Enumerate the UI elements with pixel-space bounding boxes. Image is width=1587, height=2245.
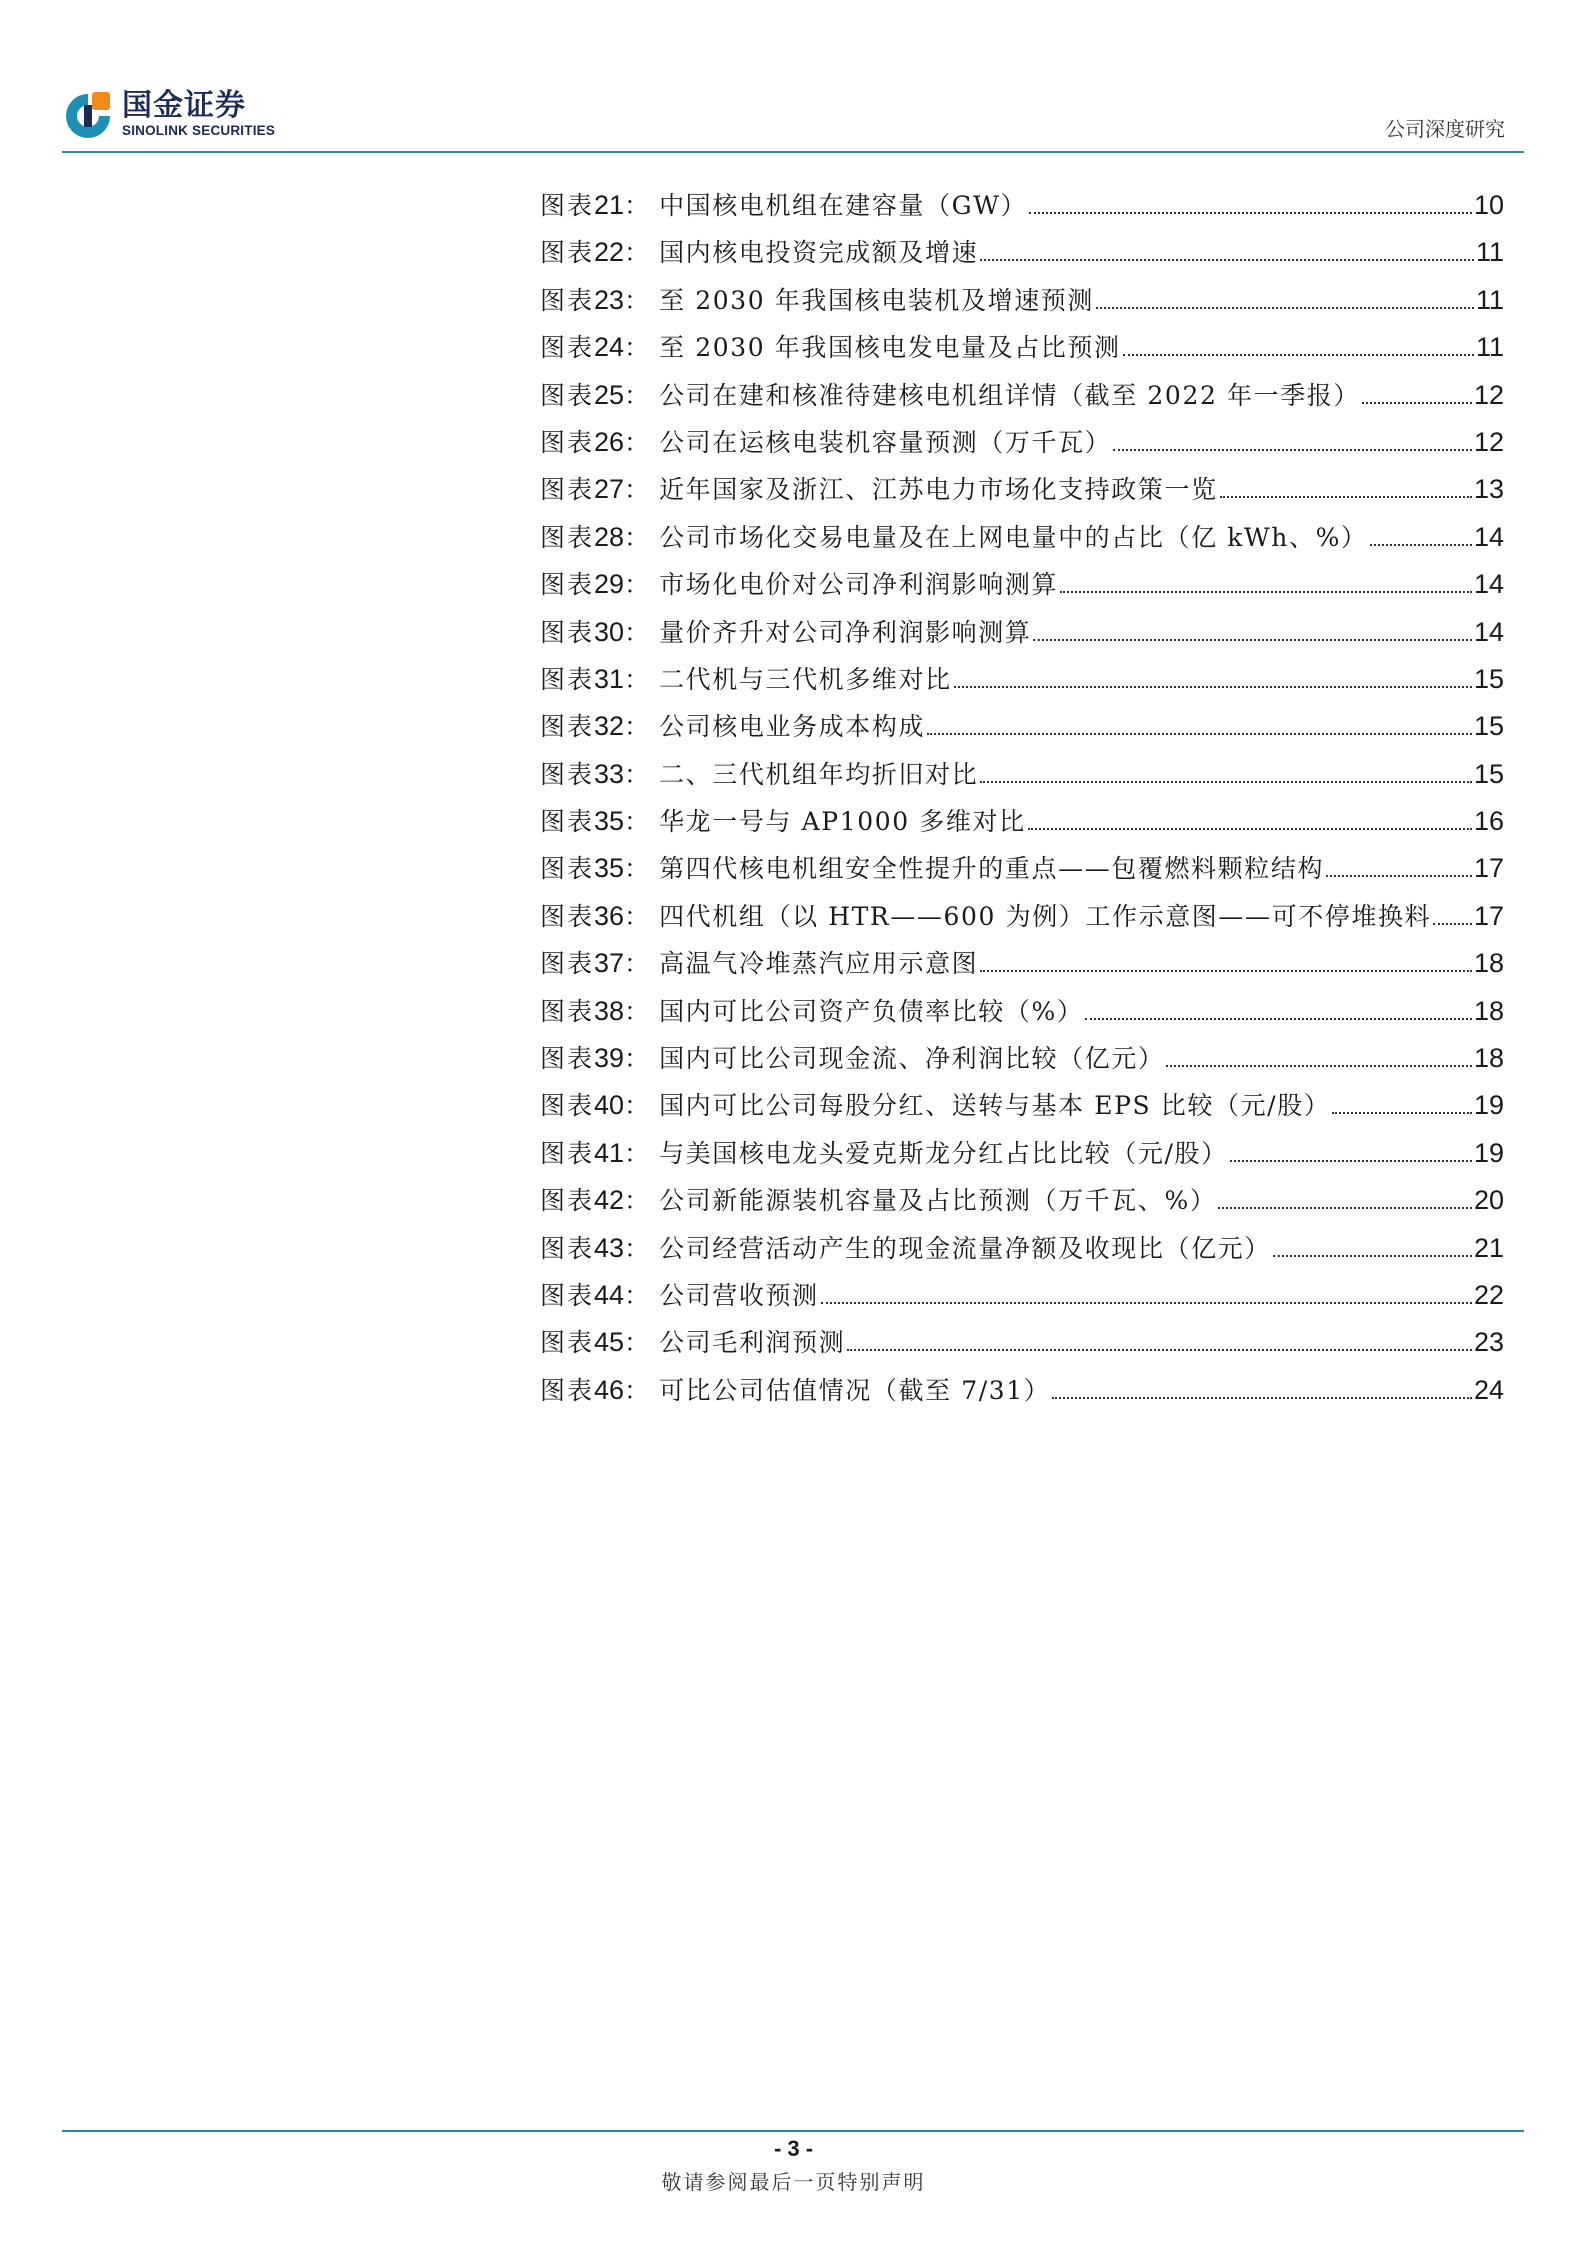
toc-entry-colon: ： (624, 427, 650, 457)
toc-entry-colon: ： (624, 759, 650, 789)
toc-entry-label: 图表 (540, 380, 595, 410)
toc-entry-title: 四代机组（以 HTR——600 为例）工作示意图——可不停堆换料 (659, 901, 1432, 931)
toc-entry-number: 28 (594, 521, 625, 552)
toc-entry[interactable] (540, 1276, 1504, 1323)
toc-entry-title: 华龙一号与 AP1000 多维对比 (659, 807, 1026, 837)
toc-entry-title: 公司经营活动产生的现金流量净额及收现比（亿元） (659, 1233, 1271, 1263)
toc-entry-title: 与美国核电龙头爱克斯龙分红占比比较（元/股） (659, 1138, 1228, 1168)
toc-entry-page: 23 (1473, 1327, 1504, 1358)
toc-dot-leader (980, 259, 1474, 261)
toc-entry-colon: ： (624, 949, 650, 979)
toc-entry-title: 至 2030 年我国核电装机及增速预测 (659, 285, 1094, 315)
section-title: 公司深度研究 (1385, 117, 1505, 141)
toc-entry-colon: ： (624, 191, 650, 220)
toc-entry-label: 图表 (540, 1233, 595, 1263)
toc-entry-page: 12 (1473, 426, 1504, 457)
page-header (0, 0, 1587, 160)
toc-entry-number: 33 (594, 758, 625, 789)
toc-entry-colon: ： (624, 522, 650, 552)
toc-entry-label: 图表 (540, 191, 595, 220)
toc-dot-leader (1230, 1160, 1472, 1162)
toc-entry-label: 图表 (540, 522, 595, 552)
toc-entry-page: 21 (1473, 1232, 1504, 1263)
toc-entry[interactable] (540, 660, 1504, 707)
toc-entry-number: 27 (594, 474, 625, 505)
toc-dot-leader (1028, 828, 1472, 830)
toc-entry-colon: ： (624, 238, 650, 268)
toc-entry-label: 图表 (540, 427, 595, 457)
toc-entry-colon: ： (624, 1328, 650, 1358)
toc-dot-leader (1220, 496, 1472, 498)
toc-entry[interactable] (540, 1181, 1504, 1228)
toc-entry[interactable] (540, 944, 1504, 991)
toc-entry-title: 第四代核电机组安全性提升的重点——包覆燃料颗粒结构 (659, 854, 1325, 884)
toc-entry-colon: ： (624, 475, 650, 505)
toc-entry-title: 公司在运核电装机容量预测（万千瓦） (659, 427, 1112, 457)
toc-entry-page: 10 (1473, 190, 1504, 220)
toc-dot-leader (927, 733, 1472, 735)
toc-entry-number: 44 (594, 1279, 625, 1310)
toc-dot-leader (1033, 639, 1471, 641)
toc-entry-page: 19 (1473, 1137, 1504, 1168)
toc-entry[interactable] (540, 1323, 1504, 1370)
toc-entry-number: 31 (594, 663, 625, 694)
toc-dot-leader (1123, 354, 1474, 356)
toc-entry[interactable] (540, 328, 1504, 375)
toc-entry-page: 18 (1473, 995, 1504, 1026)
toc-entry-colon: ： (624, 996, 650, 1026)
toc-entry-page: 18 (1473, 948, 1504, 979)
toc-entry-title: 二代机与三代机多维对比 (659, 664, 952, 694)
toc-entry-number: 39 (594, 1043, 625, 1074)
toc-entry-number: 29 (594, 569, 625, 600)
toc-entry-number: 40 (594, 1090, 625, 1121)
toc-entry-label: 图表 (540, 901, 595, 931)
toc-entry-label: 图表 (540, 1280, 595, 1310)
toc-entry[interactable] (540, 1039, 1504, 1086)
toc-entry-number: 26 (594, 426, 625, 457)
toc-entry-page: 11 (1475, 284, 1504, 315)
toc-entry-number: 46 (594, 1374, 625, 1405)
toc-dot-leader (1370, 544, 1472, 546)
logo-english-name: SINOLINK SECURITIES (122, 123, 276, 138)
disclaimer-text: 敬请参阅最后一页特别声明 (661, 2170, 926, 2194)
toc-entry-page: 17 (1473, 853, 1504, 884)
toc-entry-page: 14 (1473, 616, 1504, 647)
company-logo (62, 88, 275, 140)
toc-entry-label: 图表 (540, 996, 595, 1026)
toc-dot-leader (1332, 1112, 1472, 1114)
toc-entry-colon: ： (624, 285, 650, 315)
toc-entry-label: 图表 (540, 854, 595, 884)
toc-entry-page: 15 (1473, 711, 1504, 742)
toc-entry-page: 14 (1473, 521, 1504, 552)
toc-entry-title: 公司新能源装机容量及占比预测（万千瓦、%） (659, 1186, 1217, 1216)
logo-text (122, 89, 275, 139)
toc-entry-title: 二、三代机组年均折旧对比 (659, 759, 979, 789)
toc-entry-label: 图表 (540, 1186, 595, 1216)
toc-entry-number: 45 (594, 1327, 625, 1358)
toc-entry-number: 41 (594, 1137, 625, 1168)
toc-entry-label: 图表 (540, 1044, 595, 1074)
toc-entry-label: 图表 (540, 1328, 595, 1358)
toc-entry[interactable] (540, 707, 1504, 754)
toc-entry[interactable] (540, 186, 1504, 233)
toc-entry-number: 36 (594, 900, 625, 931)
toc-dot-leader (821, 1302, 1472, 1304)
toc-entry[interactable] (540, 613, 1504, 660)
toc-entry-title: 国内可比公司每股分红、送转与基本 EPS 比较（元/股） (659, 1091, 1331, 1121)
toc-entry-title: 公司毛利润预测 (659, 1328, 846, 1358)
toc-entry-page: 19 (1473, 1090, 1504, 1121)
toc-entry-title: 国内可比公司现金流、净利润比较（亿元） (659, 1044, 1165, 1074)
toc-dot-leader (1362, 402, 1472, 404)
toc-entry[interactable] (540, 992, 1504, 1039)
toc-entry-number: 32 (594, 711, 625, 742)
toc-entry-colon: ： (624, 1186, 650, 1216)
toc-dot-leader (954, 686, 1472, 688)
toc-entry-page: 22 (1473, 1279, 1504, 1310)
header-divider (62, 151, 1524, 153)
page-number: - 3 - (773, 2136, 814, 2161)
toc-entry-page: 24 (1473, 1374, 1504, 1405)
toc-entry-title: 量价齐升对公司净利润影响测算 (659, 617, 1032, 647)
toc-entry-colon: ： (624, 333, 650, 363)
toc-entry-label: 图表 (540, 712, 595, 742)
toc-entry-colon: ： (624, 1280, 650, 1310)
toc-entry[interactable] (540, 1229, 1504, 1276)
toc-dot-leader (1166, 1065, 1471, 1067)
toc-entry-label: 图表 (540, 333, 595, 363)
toc-entry-title: 国内可比公司资产负债率比较（%） (659, 996, 1084, 1026)
toc-entry[interactable] (540, 470, 1504, 517)
toc-entry-label: 图表 (540, 759, 595, 789)
toc-entry[interactable] (540, 376, 1504, 423)
toc-entry-page: 15 (1473, 758, 1504, 789)
toc-entry-number: 35 (594, 806, 625, 837)
toc-dot-leader (1273, 1255, 1472, 1257)
toc-entry-number: 30 (594, 616, 625, 647)
toc-entry-title: 公司核电业务成本构成 (659, 712, 926, 742)
toc-entry-page: 17 (1473, 900, 1504, 931)
toc-entry-label: 图表 (540, 807, 595, 837)
toc-dot-leader (847, 1349, 1472, 1351)
toc-entry-colon: ： (624, 617, 650, 647)
table-of-figures (540, 186, 1504, 1418)
toc-entry-colon: ： (624, 1091, 650, 1121)
toc-entry[interactable] (540, 233, 1504, 280)
toc-entry-title: 可比公司估值情况（截至 7/31） (659, 1375, 1051, 1405)
toc-entry-page: 15 (1473, 663, 1504, 694)
toc-entry-number: 23 (594, 284, 625, 315)
toc-entry-number: 35 (594, 853, 625, 884)
toc-entry-colon: ： (624, 712, 650, 742)
toc-entry-title: 公司在建和核准待建核电机组详情（截至 2022 年一季报） (659, 380, 1360, 410)
toc-entry[interactable] (540, 518, 1504, 565)
toc-entry-page: 12 (1473, 379, 1504, 410)
toc-entry-number: 37 (594, 948, 625, 979)
toc-entry-label: 图表 (540, 949, 595, 979)
toc-entry-colon: ： (624, 1233, 650, 1263)
toc-entry[interactable] (540, 849, 1504, 896)
toc-entry-number: 43 (594, 1232, 625, 1263)
toc-entry-label: 图表 (540, 475, 595, 505)
toc-entry-colon: ： (624, 1044, 650, 1074)
toc-entry-page: 14 (1473, 569, 1504, 600)
toc-entry-label: 图表 (540, 617, 595, 647)
sinolink-logo-icon (62, 88, 114, 140)
toc-entry-page: 18 (1473, 1043, 1504, 1074)
toc-entry-colon: ： (624, 854, 650, 884)
toc-entry-label: 图表 (540, 664, 595, 694)
toc-entry-number: 22 (594, 237, 625, 268)
toc-entry-colon: ： (624, 380, 650, 410)
toc-entry-label: 图表 (540, 1375, 595, 1405)
toc-entry-page: 11 (1475, 332, 1504, 363)
toc-dot-leader (1218, 1207, 1472, 1209)
toc-entry[interactable] (540, 802, 1504, 849)
toc-dot-leader (1096, 307, 1474, 309)
toc-entry-title: 中国核电机组在建容量（GW） (659, 191, 1028, 220)
toc-entry[interactable] (540, 755, 1504, 802)
toc-entry-colon: ： (624, 1375, 650, 1405)
toc-entry-label: 图表 (540, 285, 595, 315)
toc-entry-title: 市场化电价对公司净利润影响测算 (659, 570, 1059, 600)
toc-entry[interactable] (540, 897, 1504, 944)
toc-entry[interactable] (540, 1086, 1504, 1133)
toc-dot-leader (1085, 1018, 1472, 1020)
toc-dot-leader (1113, 449, 1472, 451)
toc-entry-colon: ： (624, 664, 650, 694)
toc-entry-label: 图表 (540, 1091, 595, 1121)
toc-entry-number: 25 (594, 379, 625, 410)
toc-entry-number: 42 (594, 1185, 625, 1216)
toc-dot-leader (980, 970, 1472, 972)
toc-entry-number: 38 (594, 995, 625, 1026)
toc-entry-title: 近年国家及浙江、江苏电力市场化支持政策一览 (659, 475, 1218, 505)
toc-entry-title: 国内核电投资完成额及增速 (659, 238, 979, 268)
toc-entry[interactable] (540, 423, 1504, 470)
footer-divider (62, 2130, 1524, 2132)
toc-entry-colon: ： (624, 901, 650, 931)
toc-entry[interactable] (540, 281, 1504, 328)
toc-dot-leader (980, 781, 1472, 783)
toc-entry-page: 13 (1473, 474, 1504, 505)
toc-entry-colon: ： (624, 1138, 650, 1168)
toc-dot-leader (1326, 875, 1472, 877)
toc-dot-leader (1029, 212, 1472, 214)
toc-entry-number: 21 (594, 190, 625, 220)
toc-entry-title: 高温气冷堆蒸汽应用示意图 (659, 949, 979, 979)
toc-entry-colon: ： (624, 570, 650, 600)
toc-entry-page: 11 (1475, 237, 1504, 268)
toc-entry-number: 24 (594, 332, 625, 363)
toc-entry-label: 图表 (540, 238, 595, 268)
toc-entry-colon: ： (624, 807, 650, 837)
toc-entry-title: 至 2030 年我国核电发电量及占比预测 (659, 333, 1121, 363)
toc-entry-page: 16 (1473, 806, 1504, 837)
toc-entry-title: 公司营收预测 (659, 1280, 819, 1310)
toc-dot-leader (1060, 591, 1472, 593)
toc-entry-page: 20 (1473, 1185, 1504, 1216)
toc-entry-label: 图表 (540, 570, 595, 600)
toc-entry-title: 公司市场化交易电量及在上网电量中的占比（亿 kWh、%） (659, 522, 1368, 552)
toc-entry[interactable] (540, 565, 1504, 612)
toc-dot-leader (1052, 1397, 1472, 1399)
toc-entry[interactable] (540, 1134, 1504, 1181)
toc-entry[interactable] (540, 1371, 1504, 1418)
toc-dot-leader (1433, 923, 1472, 925)
toc-entry-label: 图表 (540, 1138, 595, 1168)
logo-chinese-name: 国金证券 (122, 88, 246, 123)
